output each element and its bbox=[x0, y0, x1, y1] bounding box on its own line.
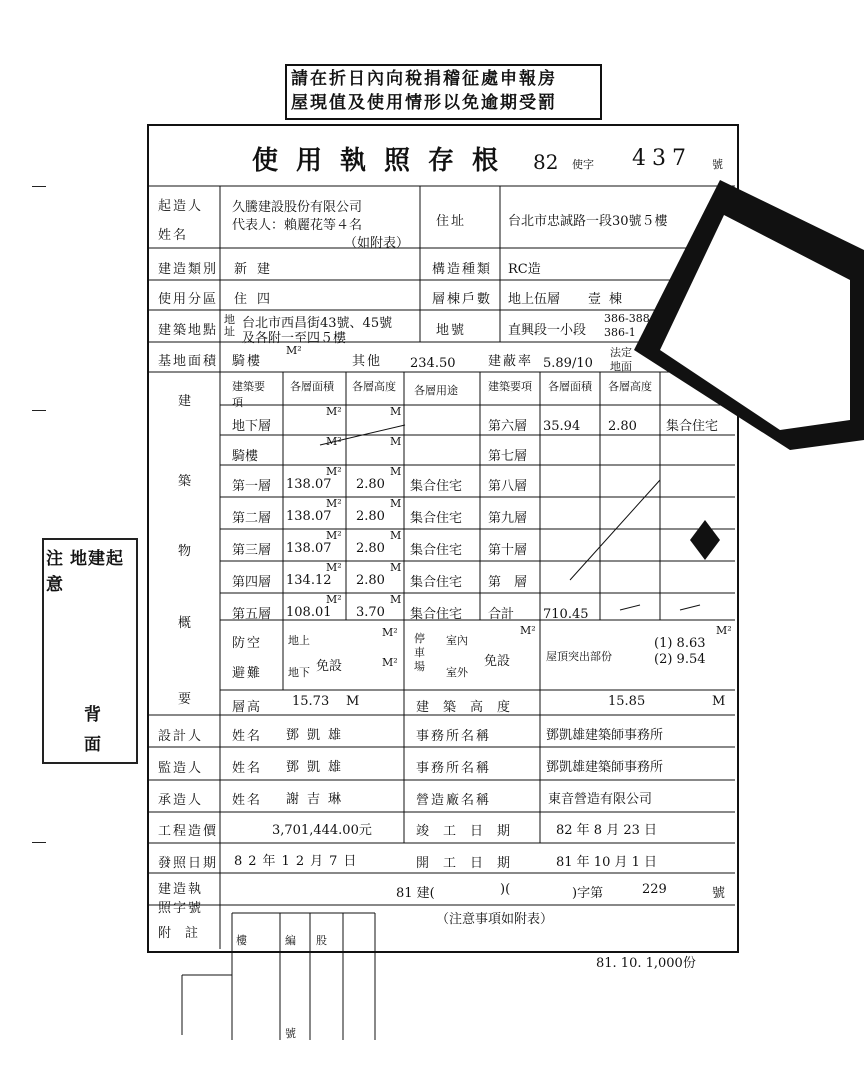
print-count: 81. 10. 1,000份 bbox=[596, 956, 696, 971]
applicant-rep: 代表人：賴麗花等４名 bbox=[232, 218, 363, 233]
hdr-item-right: 建築要項 bbox=[488, 380, 532, 393]
issue-date: 82年12月7日 bbox=[234, 854, 363, 869]
floor-right-name: 第八層 bbox=[488, 479, 528, 494]
floor-height: 2.80 bbox=[356, 541, 385, 556]
floor-height-unit: M bbox=[390, 435, 402, 448]
floor-right-area: 35.94 bbox=[543, 419, 581, 434]
seal-diagonal-stamp bbox=[634, 180, 864, 450]
floor-name: 騎樓 bbox=[232, 449, 259, 464]
floor-area: 138.07 bbox=[286, 541, 332, 556]
location-label: 建築地點 bbox=[158, 323, 219, 338]
roof-value-1: (1) 8.63 bbox=[654, 636, 706, 651]
cost-label: 工程造價 bbox=[158, 824, 219, 839]
contractor-name: 謝吉琳 bbox=[286, 792, 350, 807]
building-height-label: 建築高度 bbox=[416, 700, 525, 715]
title-suffix: 號 bbox=[712, 158, 723, 171]
floor-right-name: 合計 bbox=[488, 607, 515, 622]
floor-name: 第一層 bbox=[232, 479, 272, 494]
floor-name: 第二層 bbox=[232, 511, 272, 526]
storey-height-value: 15.73 bbox=[292, 694, 330, 709]
section-label-4: 概 bbox=[178, 616, 192, 631]
designer-name: 鄧凱雄 bbox=[286, 728, 350, 743]
floor-height-unit: M bbox=[390, 593, 402, 606]
permit-suffix: 號 bbox=[712, 886, 726, 901]
notice-line-1: 請在折日內向稅捐稽征處申報房 bbox=[291, 69, 557, 89]
coverage-label: 建蔽率 bbox=[488, 354, 534, 369]
structure-label: 構造種類 bbox=[432, 262, 493, 277]
roof-value-2: (2) 9.54 bbox=[654, 652, 706, 667]
lot-numbers: 386-388 bbox=[604, 312, 650, 325]
far-label: 法定 bbox=[610, 346, 632, 359]
start-label: 開工日期 bbox=[416, 856, 525, 871]
section-label-3: 物 bbox=[178, 544, 192, 559]
floor-area-unit: M² bbox=[326, 497, 342, 510]
notes-col-2: 編 bbox=[285, 934, 296, 947]
margin-mark bbox=[32, 410, 46, 411]
floor-name: 第四層 bbox=[232, 575, 272, 590]
permit-end: )字第 bbox=[572, 886, 604, 901]
other-label: 其他 bbox=[352, 354, 383, 369]
notice-line-2: 屋現值及使用情形以免逾期受罰 bbox=[291, 93, 557, 113]
floor-height-unit: M bbox=[390, 405, 402, 418]
completion-label: 竣工日期 bbox=[416, 824, 525, 839]
notes-remark: （注意事項如附表） bbox=[436, 912, 554, 927]
notes-col-4: 股 bbox=[316, 934, 327, 947]
parking-outdoor: 室外 bbox=[446, 666, 468, 679]
hdr-area: 各層面積 bbox=[290, 380, 334, 393]
applicant-label: 起造人 bbox=[158, 199, 204, 214]
floor-right-name: 第七層 bbox=[488, 449, 528, 464]
lot-section: 直興段一小段 bbox=[508, 323, 587, 338]
floor-name: 第三層 bbox=[232, 543, 272, 558]
floor-right-height: 2.80 bbox=[608, 419, 637, 434]
other-value: 234.50 bbox=[410, 356, 456, 371]
side-stamp-col5: 面 bbox=[84, 735, 102, 755]
floor-right-name: 第 層 bbox=[488, 575, 528, 590]
side-stamp-col4: 背 bbox=[84, 705, 102, 725]
notes-label: 附註 bbox=[158, 926, 213, 941]
contractor-firm-label: 營造廠名稱 bbox=[416, 793, 492, 808]
floors-count-label: 層棟戶數 bbox=[432, 292, 493, 307]
location-address-2: 及各附一至四５樓 bbox=[242, 331, 347, 346]
floor-use: 集合住宅 bbox=[410, 575, 463, 590]
floor-right-name: 第九層 bbox=[488, 511, 528, 526]
page-title: 使用執照存根 bbox=[252, 146, 517, 176]
section-label-1: 建 bbox=[178, 394, 192, 409]
shelter-below: 地下 bbox=[288, 666, 310, 679]
floor-right-name: 第六層 bbox=[488, 419, 528, 434]
floor-use: 集合住宅 bbox=[410, 479, 463, 494]
designer-office-label: 事務所名稱 bbox=[416, 729, 492, 744]
mark-icon bbox=[690, 520, 720, 560]
floor-area-unit: M² bbox=[326, 465, 342, 478]
shelter-unit-2: M² bbox=[382, 656, 398, 669]
supervisor-name: 鄧凱雄 bbox=[286, 760, 350, 775]
floors-count: 地上伍層 bbox=[508, 292, 561, 307]
roof-unit: M² bbox=[716, 624, 732, 637]
permit-number: 229 bbox=[642, 882, 667, 897]
floor-name: 第五層 bbox=[232, 607, 272, 622]
category-value: 新建 bbox=[234, 262, 281, 277]
floor-height-unit: M bbox=[390, 561, 402, 574]
hdr-area-right: 各層面積 bbox=[548, 380, 592, 393]
completion-date: 82 年 8 月 23 日 bbox=[556, 823, 658, 838]
lot-label: 地號 bbox=[436, 323, 467, 338]
category-label: 建造類別 bbox=[158, 262, 219, 277]
cost-value: 3,701,444.00元 bbox=[272, 823, 372, 838]
shelter-above: 地上 bbox=[288, 634, 310, 647]
shelter-below-value: 免設 bbox=[316, 659, 343, 674]
shelter-unit-1: M² bbox=[382, 626, 398, 639]
issue-label: 發照日期 bbox=[158, 856, 219, 871]
supervisor-label: 監造人 bbox=[158, 761, 204, 776]
zoning-label: 使用分區 bbox=[158, 292, 219, 307]
parking-indoor: 室內 bbox=[446, 634, 468, 647]
floor-height-unit: M bbox=[390, 497, 402, 510]
hdr-use: 各層用途 bbox=[414, 384, 458, 397]
floor-area-unit: M² bbox=[326, 561, 342, 574]
margin-mark bbox=[32, 842, 46, 843]
shelter-label-2: 避難 bbox=[232, 666, 263, 681]
building-height-unit: M bbox=[712, 694, 726, 709]
applicant-name-label: 姓名 bbox=[158, 228, 189, 243]
arcade-label: 騎樓 bbox=[232, 354, 263, 369]
floor-area-unit: M² bbox=[326, 405, 342, 418]
floor-right-use: 集合住宅 bbox=[666, 419, 719, 434]
parking-label: 停車場 bbox=[414, 632, 425, 673]
hdr-item: 建築要項 bbox=[232, 380, 265, 409]
floor-height-unit: M bbox=[390, 465, 402, 478]
applicant-company: 久騰建設股份有限公司 bbox=[232, 200, 363, 215]
title-year: 82 bbox=[533, 150, 559, 174]
storey-height-unit: M bbox=[346, 694, 360, 709]
permit-label: 建造執照字號 bbox=[158, 882, 204, 916]
floor-area-unit: M² bbox=[326, 593, 342, 606]
far-label-2: 地面 bbox=[610, 360, 632, 373]
section-label-5: 要 bbox=[178, 692, 192, 707]
floor-height: 2.80 bbox=[356, 509, 385, 524]
applicant-address: 台北市忠誠路一段30號５樓 bbox=[508, 214, 668, 229]
applicant-attach: （如附表） bbox=[344, 236, 410, 251]
area-label: 基地面積 bbox=[158, 354, 219, 369]
parking-unit: M² bbox=[520, 624, 536, 637]
arcade-unit: M² bbox=[286, 344, 302, 357]
floor-use: 集合住宅 bbox=[410, 543, 463, 558]
hdr-height: 各層高度 bbox=[352, 380, 396, 393]
address-label: 住址 bbox=[436, 214, 467, 229]
floor-use: 集合住宅 bbox=[410, 607, 463, 622]
supervisor-office: 鄧凱雄建築師事務所 bbox=[546, 760, 664, 775]
designer-office: 鄧凱雄建築師事務所 bbox=[546, 728, 664, 743]
floor-area: 108.01 bbox=[286, 605, 332, 620]
contractor-firm: 東音營造有限公司 bbox=[548, 792, 653, 807]
floor-height: 3.70 bbox=[356, 605, 385, 620]
designer-name-label: 姓名 bbox=[232, 729, 263, 744]
units-count: 壹棟 bbox=[588, 292, 631, 307]
floor-area: 134.12 bbox=[286, 573, 332, 588]
coverage-value: 5.89/10 bbox=[543, 356, 593, 371]
title-prefix: 使字 bbox=[572, 158, 594, 171]
notes-col-3: 號 bbox=[285, 1027, 296, 1040]
start-date: 81 年 10 月 1 日 bbox=[556, 855, 658, 870]
contractor-name-label: 姓名 bbox=[232, 793, 263, 808]
floor-right-name: 第十層 bbox=[488, 543, 528, 558]
building-height-value: 15.85 bbox=[608, 694, 646, 709]
floor-use: 集合住宅 bbox=[410, 511, 463, 526]
side-stamp-col3: 意 bbox=[46, 575, 64, 595]
location-address-1: 台北市西昌街43號、45號 bbox=[242, 316, 393, 331]
permit-mid: )( bbox=[500, 882, 511, 897]
floor-area-unit: M² bbox=[326, 529, 342, 542]
floor-area: 138.07 bbox=[286, 509, 332, 524]
shelter-label-1: 防空 bbox=[232, 636, 263, 651]
side-stamp-col2: 地建起 bbox=[70, 549, 124, 569]
supervisor-office-label: 事務所名稱 bbox=[416, 761, 492, 776]
contractor-label: 承造人 bbox=[158, 793, 204, 808]
title-number: 437 bbox=[632, 146, 692, 171]
floor-height: 2.80 bbox=[356, 477, 385, 492]
supervisor-name-label: 姓名 bbox=[232, 761, 263, 776]
notes-col-1: 樓 bbox=[236, 934, 247, 947]
zoning-value: 住四 bbox=[234, 292, 281, 307]
margin-mark bbox=[32, 186, 46, 187]
hdr-height-right: 各層高度 bbox=[608, 380, 652, 393]
structure-value: RC造 bbox=[508, 262, 541, 277]
location-sub: 地址 bbox=[224, 313, 235, 338]
permit-prefix: 81 建( bbox=[396, 886, 435, 901]
storey-height-label: 層高 bbox=[232, 700, 263, 715]
section-label-2: 築 bbox=[178, 474, 192, 489]
designer-label: 設計人 bbox=[158, 729, 204, 744]
lot-numbers-2: 386-1 bbox=[604, 326, 636, 339]
floor-height-unit: M bbox=[390, 529, 402, 542]
parking-value: 免設 bbox=[484, 654, 511, 669]
floor-area-unit: M² bbox=[326, 435, 342, 448]
floor-right-area: 710.45 bbox=[543, 607, 589, 622]
floor-area: 138.07 bbox=[286, 477, 332, 492]
roof-label: 屋頂突出部份 bbox=[546, 650, 612, 663]
floor-name: 地下層 bbox=[232, 419, 272, 434]
floor-height: 2.80 bbox=[356, 573, 385, 588]
side-stamp-col1: 注 bbox=[46, 549, 64, 569]
